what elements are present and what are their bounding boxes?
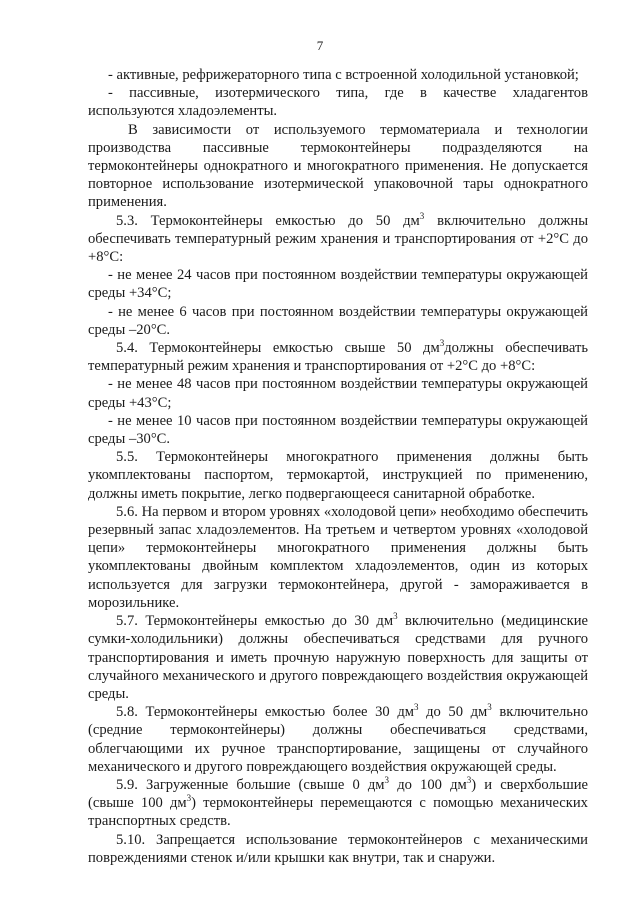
text-run: - активные, рефрижераторного типа с встроенной холодильной установкой; <box>108 67 579 83</box>
text-run: ) и сверхбольшие (свыше 100 дм <box>88 776 588 812</box>
text-run: 5.6. На первом и втором уровнях «холодовой цепи» необходимо обеспечить резервный запас хладоэлементов. На третьем и четвертом уровнях «холодовой цепи» термоконтейнеры многократного применения должны быть укомплектованы двойным комплектом хладоэлементов, один из которых используется для загрузки термоконтейнера, другой - замораживается в морозильнике. <box>88 503 588 611</box>
superscript: 3 <box>466 774 472 785</box>
list-item <box>88 375 588 411</box>
text-run: - не менее 48 часов при постоянном воздействии температуры окружающей среды +43°С; <box>88 376 588 411</box>
paragraph <box>88 776 588 831</box>
text-run: 5.10. Запрещается использование термоконтейнеров с механическими повреждениями стенок и/или крышки как внутри, так и снаружи. <box>88 831 588 866</box>
text-run: 5.4. Термоконтейнеры емкостью свыше 50 дм <box>116 340 440 357</box>
paragraph <box>88 121 588 212</box>
text-run: - не менее 6 часов при постоянном воздействии температуры окружающей среды –20°С. <box>88 303 588 338</box>
text-run: В зависимости от используемого термоматериала и технологии производства пассивные термоконтейнеры подразделяются на термоконтейнеры однократного и многократного применения. Не допускается повторное использование изотермической упаковочной тары однократного применения. <box>88 121 588 211</box>
text-run: включительно должны обеспечивать температурный режим хранения и транспортирования от +2°С до +8°С: <box>88 212 589 266</box>
superscript: 3 <box>384 774 390 785</box>
text-run: до 50 дм <box>418 704 488 721</box>
text-run: - пассивные, изотермического типа, где в качестве хладагентов используются хладоэлементы. <box>88 85 588 120</box>
text-run: 5.7. Термоконтейнеры емкостью до 30 дм <box>116 613 394 630</box>
text-run: включительно (средние термоконтейнеры) должны обеспечиваться средствами, облегчающими их ручное транспортирование, защищены от случайного механического и другого повреждающего воздействия окружающей среды. <box>88 704 589 775</box>
paragraph <box>88 831 588 867</box>
document-body <box>88 66 588 867</box>
list-item <box>88 66 588 84</box>
text-run: - не менее 10 часов при постоянном воздействии температуры окружающей среды –30°С. <box>88 412 588 448</box>
superscript: 3 <box>186 793 192 804</box>
page-number: 7 <box>316 38 324 53</box>
text-run: 5.8. Термоконтейнеры емкостью более 30 дм <box>116 704 414 721</box>
text-run: 5.9. Загруженные большие (свыше 0 дм <box>116 776 385 793</box>
text-run: должны обеспечивать температурный режим хранения и транспортирования от +2°С до +8°С: <box>88 340 588 375</box>
text-run: 5.3. Термоконтейнеры емкостью до 50 дм <box>116 212 420 229</box>
paragraph <box>88 503 588 612</box>
list-item <box>88 303 588 339</box>
text-run: 5.5. Термоконтейнеры многократного применения должны быть укомплектованы паспортом, термокартой, инструкцией по применению, должны иметь покрытие, легко подвергающееся санитарной обработке. <box>88 449 588 502</box>
text-run: ) термоконтейнеры перемещаются с помощью механических транспортных средств. <box>88 795 588 830</box>
superscript: 3 <box>413 702 419 713</box>
paragraph <box>88 612 588 703</box>
paragraph <box>88 703 588 776</box>
superscript: 3 <box>419 210 425 221</box>
superscript: 3 <box>393 611 398 622</box>
list-item <box>88 266 588 302</box>
paragraph <box>88 339 588 375</box>
text-run: до 100 дм <box>389 776 467 793</box>
text-run: включительно (медицинские сумки-холодильники) должны обеспечиваться средствами для ручного транспортирования и иметь прочную наружную поверхность для защиты от случайного механического и другого повреждающего воздействия окружающей среды. <box>88 613 589 702</box>
text-run: - не менее 24 часов при постоянном воздействии температуры окружающей среды +34°С; <box>88 267 588 302</box>
paragraph <box>88 212 588 267</box>
superscript: 3 <box>439 338 445 349</box>
list-item <box>88 412 588 448</box>
paragraph <box>88 448 588 503</box>
superscript: 3 <box>487 702 492 713</box>
list-item <box>88 84 588 120</box>
